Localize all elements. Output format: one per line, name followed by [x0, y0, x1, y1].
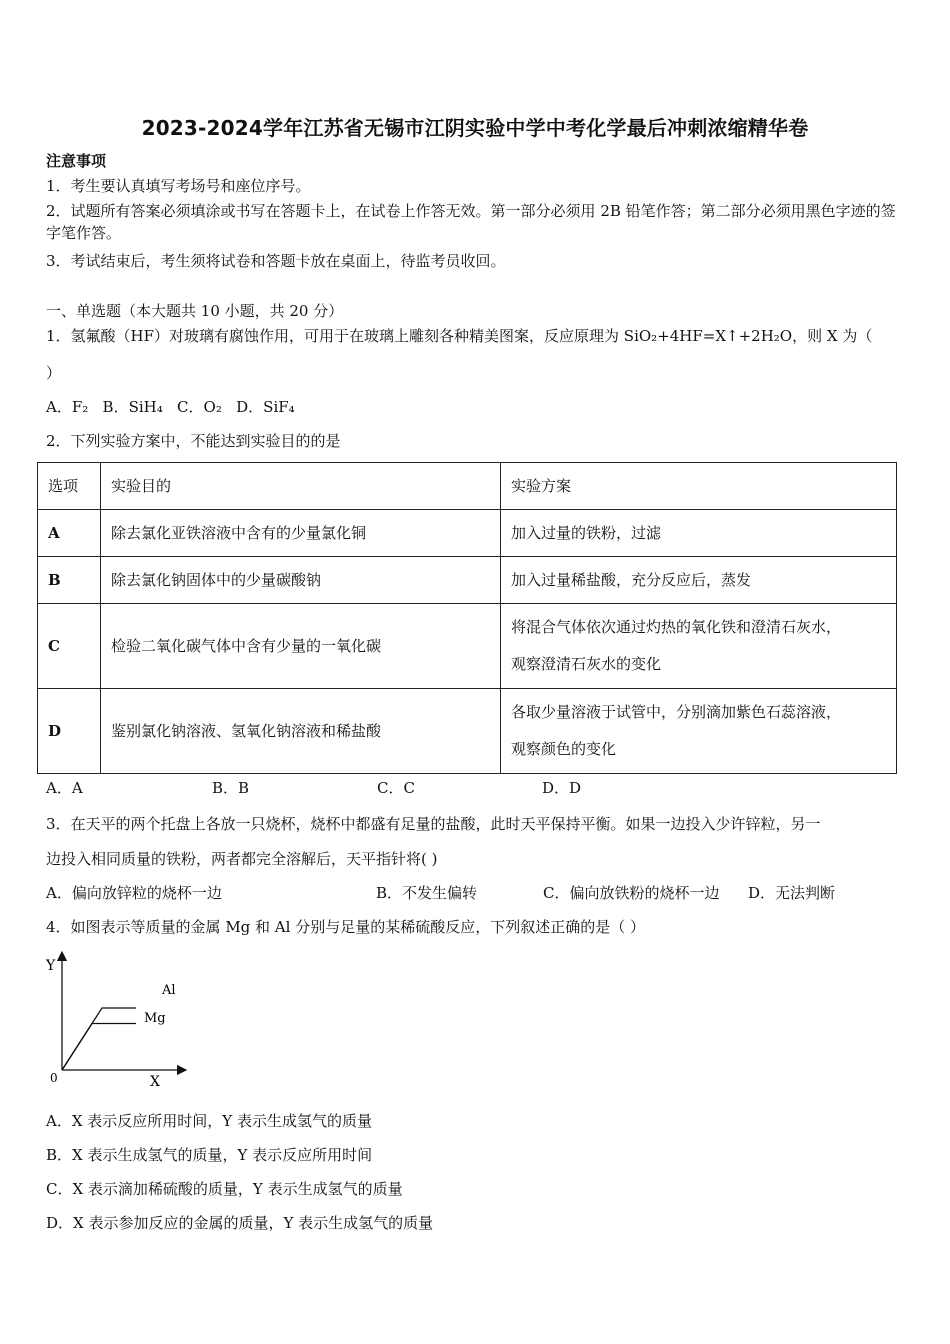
notice-item-3: 3．考试结束后，考生须将试卷和答题卡放在桌面上，待监考员收回。	[46, 252, 506, 270]
row-purpose: 鉴别氯化钠溶液、氢氧化钠溶液和稀盐酸	[101, 689, 501, 774]
row-key: A	[38, 510, 101, 557]
table-row	[38, 689, 897, 774]
row-purpose: 除去氯化亚铁溶液中含有的少量氯化铜	[101, 510, 501, 557]
row-plan-line: 各取少量溶液于试管中，分别滴加紫色石蕊溶液，	[511, 703, 842, 721]
header-plan: 实验方案	[501, 463, 897, 510]
row-purpose: 除去氯化钠固体中的少量碳酸钠	[101, 557, 501, 604]
q1-stem: 1．氢氟酸（HF）对玻璃有腐蚀作用，可用于在玻璃上雕刻各种精美图案，反应原理为 SiO₂+4HF=X↑+2H₂O，则 X 为（	[46, 327, 873, 345]
q2-stem: 2．下列实验方案中，不能达到实验目的的是	[46, 432, 341, 450]
notice-heading: 注意事项	[46, 152, 107, 170]
series-line-mg	[62, 1024, 136, 1071]
q2-choice-b: B．B	[212, 779, 250, 797]
row-plan-line: 观察澄清石灰水的变化	[511, 655, 662, 673]
notice-item-1: 1．考生要认真填写考场号和座位序号。	[46, 177, 311, 195]
header-purpose: 实验目的	[101, 463, 501, 510]
q4-option-c: C．X 表示滴加稀硫酸的质量，Y 表示生成氢气的质量	[46, 1180, 403, 1198]
notice-item-2: 2．试题所有答案必须填涂或书写在答题卡上，在试卷上作答无效。第一部分必须用 2B 铅笔作答；第二部分必须用黑色字迹的签字笔作答。	[46, 202, 896, 242]
q1-options: A．F₂ B．SiH₄ C．O₂ D．SiF₄	[46, 398, 295, 416]
x-axis-label: X	[150, 1074, 160, 1090]
q4-stem: 4．如图表示等质量的金属 Mg 和 Al 分别与足量的某稀硫酸反应，下列叙述正确的是（ ）	[46, 918, 645, 936]
q3-choice-a: A．偏向放锌粒的烧杯一边	[46, 884, 222, 902]
q2-choice-d: D．D	[542, 779, 582, 797]
row-plan: 加入过量的铁粉，过滤	[501, 510, 897, 557]
q3-stem-line1: 3．在天平的两个托盘上各放一只烧杯，烧杯中都盛有足量的盐酸，此时天平保持平衡。如果一边投入少许锌粒，另一	[46, 815, 821, 833]
table-row	[38, 557, 897, 604]
row-key: C	[38, 604, 101, 689]
series-line-al	[62, 1008, 136, 1070]
row-plan: 加入过量稀盐酸，充分反应后，蒸发	[501, 557, 897, 604]
row-key: D	[38, 689, 101, 774]
origin-label: 0	[50, 1071, 58, 1085]
q3-choice-d: D．无法判断	[748, 884, 836, 902]
q1-stem-end: ）	[46, 364, 62, 382]
row-plan	[501, 604, 897, 689]
row-purpose: 检验二氧化碳气体中含有少量的一氧化碳	[101, 604, 501, 689]
series-label-mg: Mg	[144, 1011, 166, 1026]
q2-table	[37, 462, 897, 774]
q4-option-a: A．X 表示反应所用时间，Y 表示生成氢气的质量	[46, 1112, 372, 1130]
table-header-row	[38, 463, 897, 510]
q3-choice-c: C．偏向放铁粉的烧杯一边	[543, 884, 720, 902]
q3-stem-line2: 边投入相同质量的铁粉，两者都完全溶解后，天平指针将( )	[46, 850, 438, 868]
series-label-al: Al	[162, 983, 176, 998]
header-option: 选项	[38, 463, 101, 510]
row-plan	[501, 689, 897, 774]
q4-graph	[38, 950, 198, 1090]
q3-choice-b: B．不发生偏转	[376, 884, 478, 902]
q2-choice-a: A．A	[46, 779, 83, 797]
q4-option-d: D．X 表示参加反应的金属的质量，Y 表示生成氢气的质量	[46, 1214, 434, 1232]
row-plan-line: 观察颜色的变化	[511, 740, 617, 758]
q2-choice-c: C．C	[377, 779, 415, 797]
row-plan-line: 将混合气体依次通过灼热的氧化铁和澄清石灰水，	[511, 618, 842, 636]
row-key: B	[38, 557, 101, 604]
y-axis-label: Y	[46, 958, 56, 974]
q4-option-b: B．X 表示生成氢气的质量，Y 表示反应所用时间	[46, 1146, 373, 1164]
page-title: 2023-2024学年江苏省无锡市江阴实验中学中考化学最后冲刺浓缩精华卷	[141, 116, 809, 140]
table-row	[38, 510, 897, 557]
table-row	[38, 604, 897, 689]
section-heading: 一、单选题（本大题共 10 小题，共 20 分）	[46, 302, 344, 320]
